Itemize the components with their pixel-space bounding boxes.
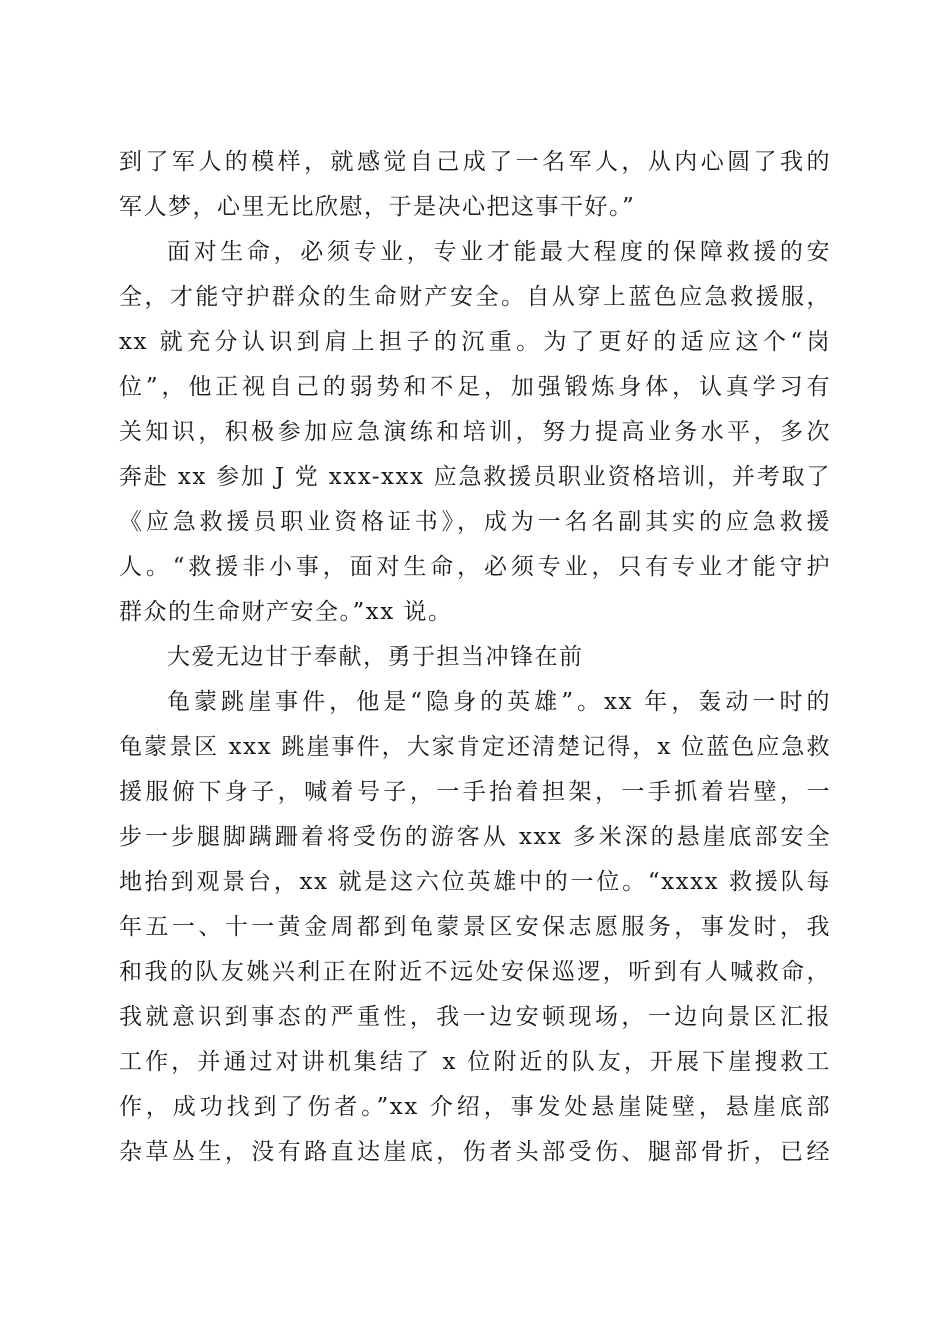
text-line: 《应急救援员职业资格证书》，成为一名名副其实的应急救援: [119, 509, 831, 535]
text-line: 步一步腿脚蹒跚着将受伤的游客从 xxx 多米深的悬崖底部安全: [119, 824, 831, 850]
paragraph-start-line: 龟蒙跳崖事件，他是“隐身的英雄”。xx 年，轰动一时的: [167, 689, 831, 715]
text-line: xx 就充分认识到肩上担子的沉重。为了更好的适应这个“岗: [119, 329, 831, 355]
text-line: 年五一、十一黄金周都到龟蒙景区安保志愿服务，事发时，我: [119, 914, 831, 940]
text-line: 龟蒙景区 xxx 跳崖事件，大家肯定还清楚记得，x 位蓝色应急救: [119, 734, 831, 760]
text-line: 我就意识到事态的严重性，我一边安顿现场，一边向景区汇报: [119, 1004, 831, 1030]
paragraph-start-line: 面对生命，必须专业，专业才能最大程度的保障救援的安: [167, 239, 831, 265]
text-line: 军人梦，心里无比欣慰，于是决心把这事干好。”: [119, 194, 636, 220]
document-body: [119, 140, 831, 1175]
text-line: 奔赴 xx 参加 J 党 xxx-xxx 应急救援员职业资格培训，并考取了: [119, 464, 831, 490]
text-line: 杂草丛生，没有路直达崖底，伤者头部受伤、腿部骨折，已经: [119, 1139, 831, 1165]
text-line: 援服俯下身子，喊着号子，一手抬着担架，一手抓着岩壁，一: [119, 779, 831, 805]
text-line: 位”，他正视自己的弱势和不足，加强锻炼身体，认真学习有: [119, 374, 831, 400]
text-line: 到了军人的模样，就感觉自己成了一名军人，从内心圆了我的: [119, 149, 831, 175]
text-line: 作，成功找到了伤者。”xx 介绍，事发处悬崖陡壁，悬崖底部: [119, 1094, 831, 1120]
text-line: 全，才能守护群众的生命财产安全。自从穿上蓝色应急救援服，: [119, 284, 831, 310]
text-line: 人。“救援非小事，面对生命，必须专业，只有专业才能守护: [119, 554, 831, 580]
text-line: 工作，并通过对讲机集结了 x 位附近的队友，开展下崖搜救工: [119, 1049, 831, 1075]
section-heading: 大爱无边甘于奉献，勇于担当冲锋在前: [167, 644, 584, 670]
text-line: 关知识，积极参加应急演练和培训，努力提高业务水平，多次: [119, 419, 831, 445]
text-line: 群众的生命财产安全。”xx 说。: [119, 599, 453, 625]
text-line: 和我的队友姚兴利正在附近不远处安保巡逻，听到有人喊救命，: [119, 959, 831, 985]
text-line: 地抬到观景台，xx 就是这六位英雄中的一位。“xxxx 救援队每: [119, 869, 831, 895]
